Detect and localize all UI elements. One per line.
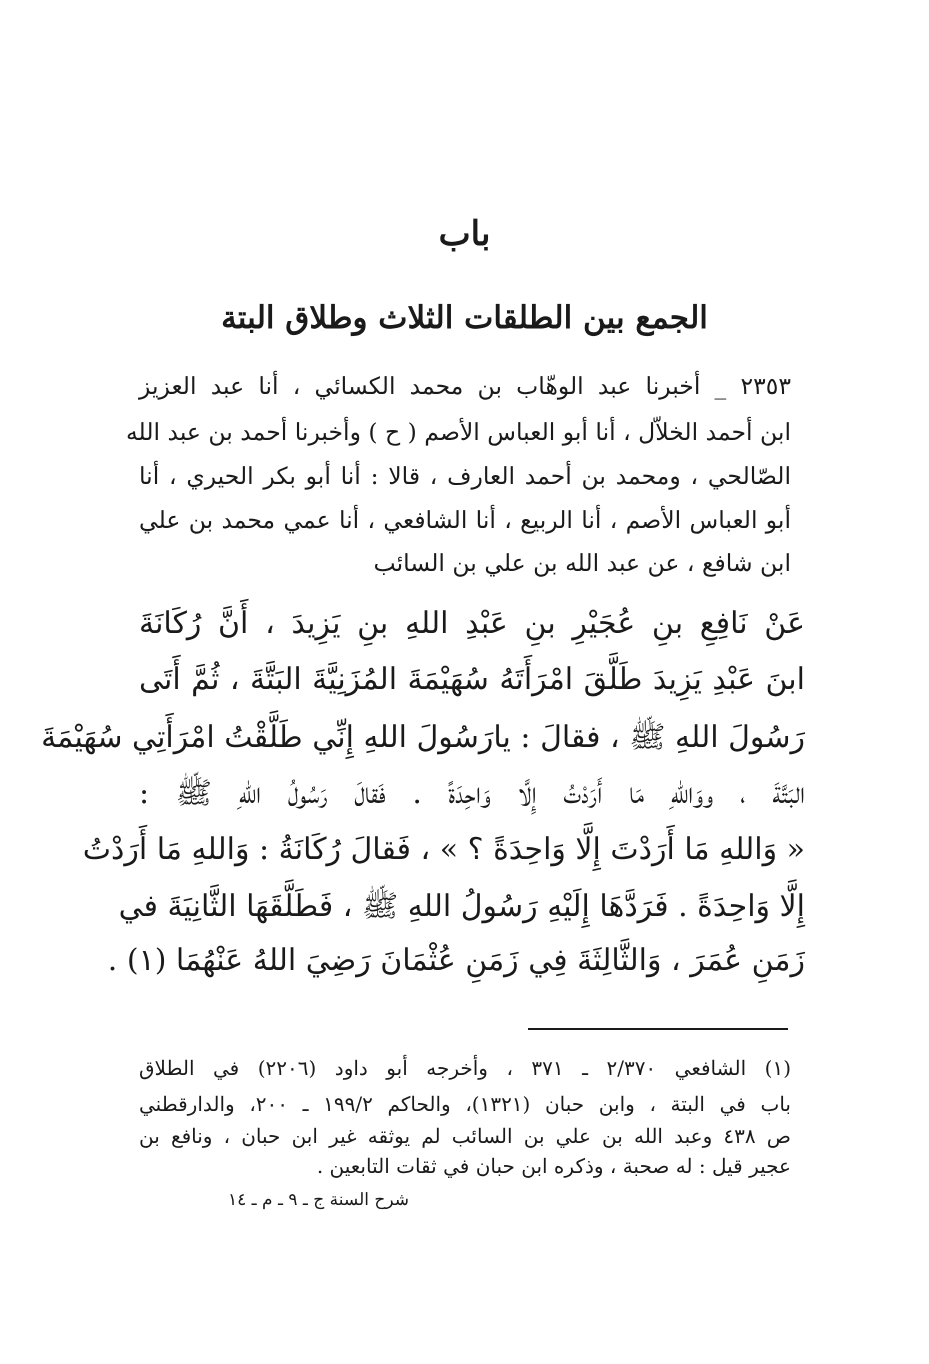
footnote-divider — [528, 1028, 788, 1030]
matn-line: ابنَ عَبْدِ يَزِيدَ طَلَّقَ امْرَأَتَهُ سُهَيْمَةَ المُزَنِيَّةَ البَتَّةَ ، ثُمَّ أَتَى — [139, 662, 805, 697]
matn-line: « وَاللهِ مَا أَرَدْتَ إِلَّا وَاحِدَةً ؟ » ، فَقالَ رُكَانَةُ : وَاللهِ مَا أَرَدْتُ — [82, 832, 805, 867]
footnote-line: باب في البتة ، وابن حبان (١٣٢١)، والحاكم ١٩٩/٢ ـ ٢٠٠، والدارقطني — [139, 1092, 791, 1116]
isnad-line: ٢٣٥٣ _ أخبرنا عبد الوهّاب بن محمد الكسائي ، أنا عبد العزيز — [139, 372, 791, 400]
isnad-line: ابن أحمد الخلاّل ، أنا أبو العباس الأصم ( ح ) وأخبرنا أحمد بن عبد الله — [125, 418, 791, 446]
section-title: الجمع بين الطلقات الثلاث وطلاق البتة — [221, 300, 708, 336]
footnote-line: عجير قيل : له صحبة ، وذكره ابن حبان في ثقات التابعين . — [316, 1154, 791, 1178]
matn-line: عَنْ نَافِعِ بنِ عُجَيْرِ بنِ عَبْدِ اللهِ بنِ يَزِيدَ ، أَنَّ رُكَانَةَ — [139, 606, 805, 641]
page-signature: شرح السنة ج ـ ٩ ـ م ـ ١٤ — [228, 1190, 409, 1210]
isnad-line: أبو العباس الأصم ، أنا الربيع ، أنا الشافعي ، أنا عمي محمد بن علي — [139, 506, 791, 534]
footnote-line: ص ٤٣٨ وعبد الله بن علي بن السائب لم يوثقه غير ابن حبان ، ونافع بن — [139, 1124, 791, 1148]
isnad-line: ابن شافع ، عن عبد الله بن علي بن السائب — [373, 549, 791, 577]
footnote-line: (١) الشافعي ٢/٣٧٠ ـ ٣٧١ ، وأخرجه أبو داود (٢٢٠٦) في الطلاق — [139, 1056, 791, 1080]
matn-line: رَسُولَ اللهِ ﷺ ، فقالَ : يارَسُولَ اللهِ إِنِّي طَلَّقْتُ امْرَأَتِي سُهَيْمَةَ — [41, 720, 805, 755]
matn-line: زَمَنِ عُمَرَ ، وَالثَّالِثَةَ فِي زَمَنِ عُثْمَانَ رَضِيَ اللهُ عَنْهُمَا (١) . — [107, 943, 805, 978]
isnad-line: الصّالحي ، ومحمد بن أحمد العارف ، قالا : أنا أبو بكر الحيري ، أنا — [139, 462, 791, 490]
chapter-title: باب — [438, 214, 491, 254]
matn-line: إِلَّا وَاحِدَةً . فَرَدَّهَا إِلَيْهِ رَسُولُ اللهِ ﷺ ، فَطَلَّقَهَا الثَّانِيَةَ في — [118, 889, 805, 924]
matn-line: البَتَّةَ ، ووَاللهِ مَا أَرَدْتُ إِلَّا وَاحِدَةً . فَقالَ رَسُولُ اللهِ ﷺ : — [139, 776, 805, 811]
